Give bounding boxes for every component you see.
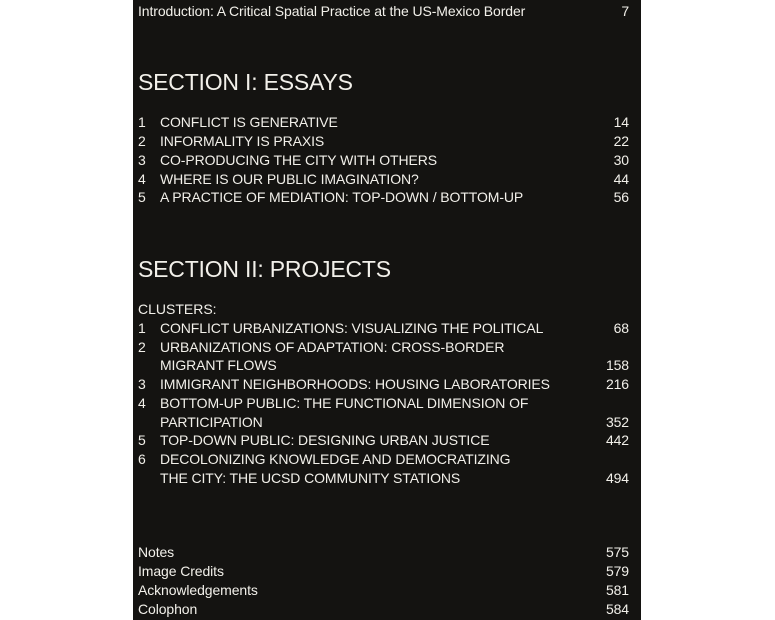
entry-number: 2 bbox=[138, 339, 146, 355]
entry-page-number: 494 bbox=[605, 470, 629, 486]
entry-page-number: 56 bbox=[613, 189, 629, 205]
entry-page-number: 575 bbox=[605, 544, 629, 560]
entry-title: Acknowledgements bbox=[138, 582, 258, 598]
entry-page-number: 68 bbox=[613, 320, 629, 336]
entry-title-continued: MIGRANT FLOWS bbox=[160, 357, 277, 373]
entry-number: 3 bbox=[138, 376, 146, 392]
entry-page-number: 581 bbox=[605, 582, 629, 598]
entry-title: INFORMALITY IS PRAXIS bbox=[160, 133, 325, 149]
entry-number: 4 bbox=[138, 171, 146, 187]
entry-title-continued: THE CITY: THE UCSD COMMUNITY STATIONS bbox=[160, 470, 461, 486]
entry-page-number: 442 bbox=[605, 432, 629, 448]
entry-title: Colophon bbox=[138, 601, 198, 617]
entry-page-number: 7 bbox=[621, 3, 629, 19]
clusters-label: CLUSTERS: bbox=[138, 301, 217, 317]
entry-page-number: 158 bbox=[605, 357, 629, 373]
entry-number: 1 bbox=[138, 320, 146, 336]
entry-title: WHERE IS OUR PUBLIC IMAGINATION? bbox=[160, 171, 419, 187]
entry-title: TOP-DOWN PUBLIC: DESIGNING URBAN JUSTICE bbox=[160, 432, 490, 448]
entry-number: 5 bbox=[138, 189, 146, 205]
entry-title: IMMIGRANT NEIGHBORHOODS: HOUSING LABORATORIES bbox=[160, 376, 550, 392]
entry-number: 2 bbox=[138, 133, 146, 149]
section-heading-essays: SECTION I: ESSAYS bbox=[138, 69, 353, 95]
entry-page-number: 216 bbox=[605, 376, 629, 392]
entry-title: Image Credits bbox=[138, 563, 224, 579]
entry-page-number: 14 bbox=[613, 114, 629, 130]
entry-page-number: 22 bbox=[613, 133, 629, 149]
entry-page-number: 30 bbox=[613, 152, 629, 168]
entry-number: 5 bbox=[138, 432, 146, 448]
entry-title: CO-PRODUCING THE CITY WITH OTHERS bbox=[160, 152, 437, 168]
entry-title-continued: PARTICIPATION bbox=[160, 414, 263, 430]
entry-title: CONFLICT URBANIZATIONS: VISUALIZING THE POLITICAL bbox=[160, 320, 544, 336]
toc-page bbox=[133, 0, 641, 620]
entry-title: URBANIZATIONS OF ADAPTATION: CROSS-BORDER bbox=[160, 339, 505, 355]
entry-page-number: 579 bbox=[605, 563, 629, 579]
entry-number: 4 bbox=[138, 395, 146, 411]
entry-title: Introduction: A Critical Spatial Practice at the US-Mexico Border bbox=[138, 3, 526, 19]
entry-page-number: 352 bbox=[605, 414, 629, 430]
section-heading-projects: SECTION II: PROJECTS bbox=[138, 256, 391, 282]
entry-number: 6 bbox=[138, 451, 146, 467]
entry-title: DECOLONIZING KNOWLEDGE AND DEMOCRATIZING bbox=[160, 451, 511, 467]
entry-page-number: 44 bbox=[613, 171, 629, 187]
entry-number: 1 bbox=[138, 114, 146, 130]
entry-number: 3 bbox=[138, 152, 146, 168]
entry-title: CONFLICT IS GENERATIVE bbox=[160, 114, 338, 130]
entry-title: Notes bbox=[138, 544, 175, 560]
entry-title: BOTTOM-UP PUBLIC: THE FUNCTIONAL DIMENSION OF bbox=[160, 395, 529, 411]
entry-title: A PRACTICE OF MEDIATION: TOP-DOWN / BOTTOM-UP bbox=[160, 189, 524, 205]
entry-page-number: 584 bbox=[605, 601, 629, 617]
